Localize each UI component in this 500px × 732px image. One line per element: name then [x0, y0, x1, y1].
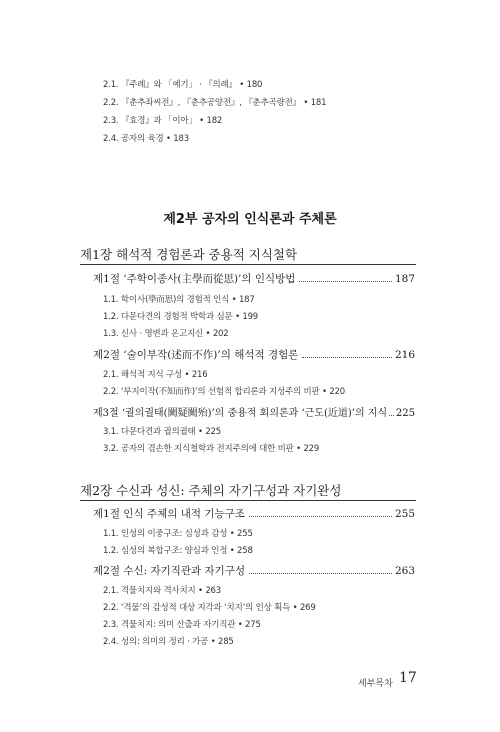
toc-entry: 2.2. 『춘추좌씨전』, 『춘추공양전』, 『춘추곡량전』 • 181	[103, 98, 327, 108]
toc-entry: 3.1. 다문다견과 궐의궐태 • 225	[103, 427, 221, 437]
toc-entry: 2.4. 공자의 육경 • 183	[103, 134, 189, 144]
toc-entry: 3.2. 공자의 겸손한 지식철학과 전지주의에 대한 비판 • 229	[103, 444, 320, 454]
toc-entry: 2.1. 격물치지와 격사치지 • 263	[103, 586, 221, 596]
running-footer: 세부목차	[358, 679, 393, 689]
section-heading: 제1절 인식 주체의 내적 기능구조 255	[93, 508, 415, 520]
chapter-heading: 제1장 해석적 경험론과 중용적 지식철학	[80, 247, 298, 262]
toc-entry: 2.4. 성의: 의미의 정리 · 가공 • 285	[103, 637, 234, 647]
toc-entry: 2.3. 『효경』과 「이아」 • 182	[103, 116, 223, 126]
section-heading: 제2절 ‘술이부작(述而不作)’의 해석적 경험론 216	[93, 349, 415, 361]
chapter-rule	[80, 500, 416, 501]
chapter-rule	[80, 264, 416, 265]
toc-entry: 2.2. ‘부지이작(不知而作)’의 선험적 합리론과 지성주의 비판 • 220	[103, 387, 346, 397]
toc-entry: 2.1. 『주례』와 「예기」 · 『의례』 • 180	[103, 80, 263, 90]
toc-entry: 2.2. ‘격물’의 감성적 대상 지각과 ‘치지’의 인상 획득 • 269	[103, 603, 316, 613]
toc-entry: 1.1. 학이사(學而思)의 경험적 인식 • 187	[103, 295, 255, 305]
toc-entry: 1.2. 심성의 복합구조: 양심과 인정 • 258	[103, 546, 253, 556]
toc-entry: 2.1. 해석적 지식 구성 • 216	[103, 370, 208, 380]
part-heading: 제2부 공자의 인식론과 주체론	[163, 212, 337, 227]
chapter-heading: 제2장 수신과 성신: 주체의 자기구성과 자기완성	[80, 483, 342, 498]
toc-entry: 1.1. 인성의 이중구조: 심성과 감성 • 255	[103, 529, 253, 539]
toc-entry: 2.3. 격물치지: 의미 산출과 자기직관 • 275	[103, 620, 261, 630]
section-heading: 제2절 수신: 자기직관과 자기구성 263	[93, 565, 415, 577]
section-heading: 제3절 ‘궐의궐태(闕疑闕殆)’의 중용적 회의론과 ‘근도(近道)’의 지식 225	[93, 408, 415, 419]
toc-entry: 1.2. 다문다견의 경험적 박학과 심문 • 199	[103, 312, 259, 322]
section-heading: 제1절 ‘주학이종사(主學而從思)’의 인식방법 187	[93, 273, 415, 285]
toc-entry: 1.3. 신사 · 명변과 온고지신 • 202	[103, 329, 229, 339]
page-number: 17	[399, 670, 417, 686]
